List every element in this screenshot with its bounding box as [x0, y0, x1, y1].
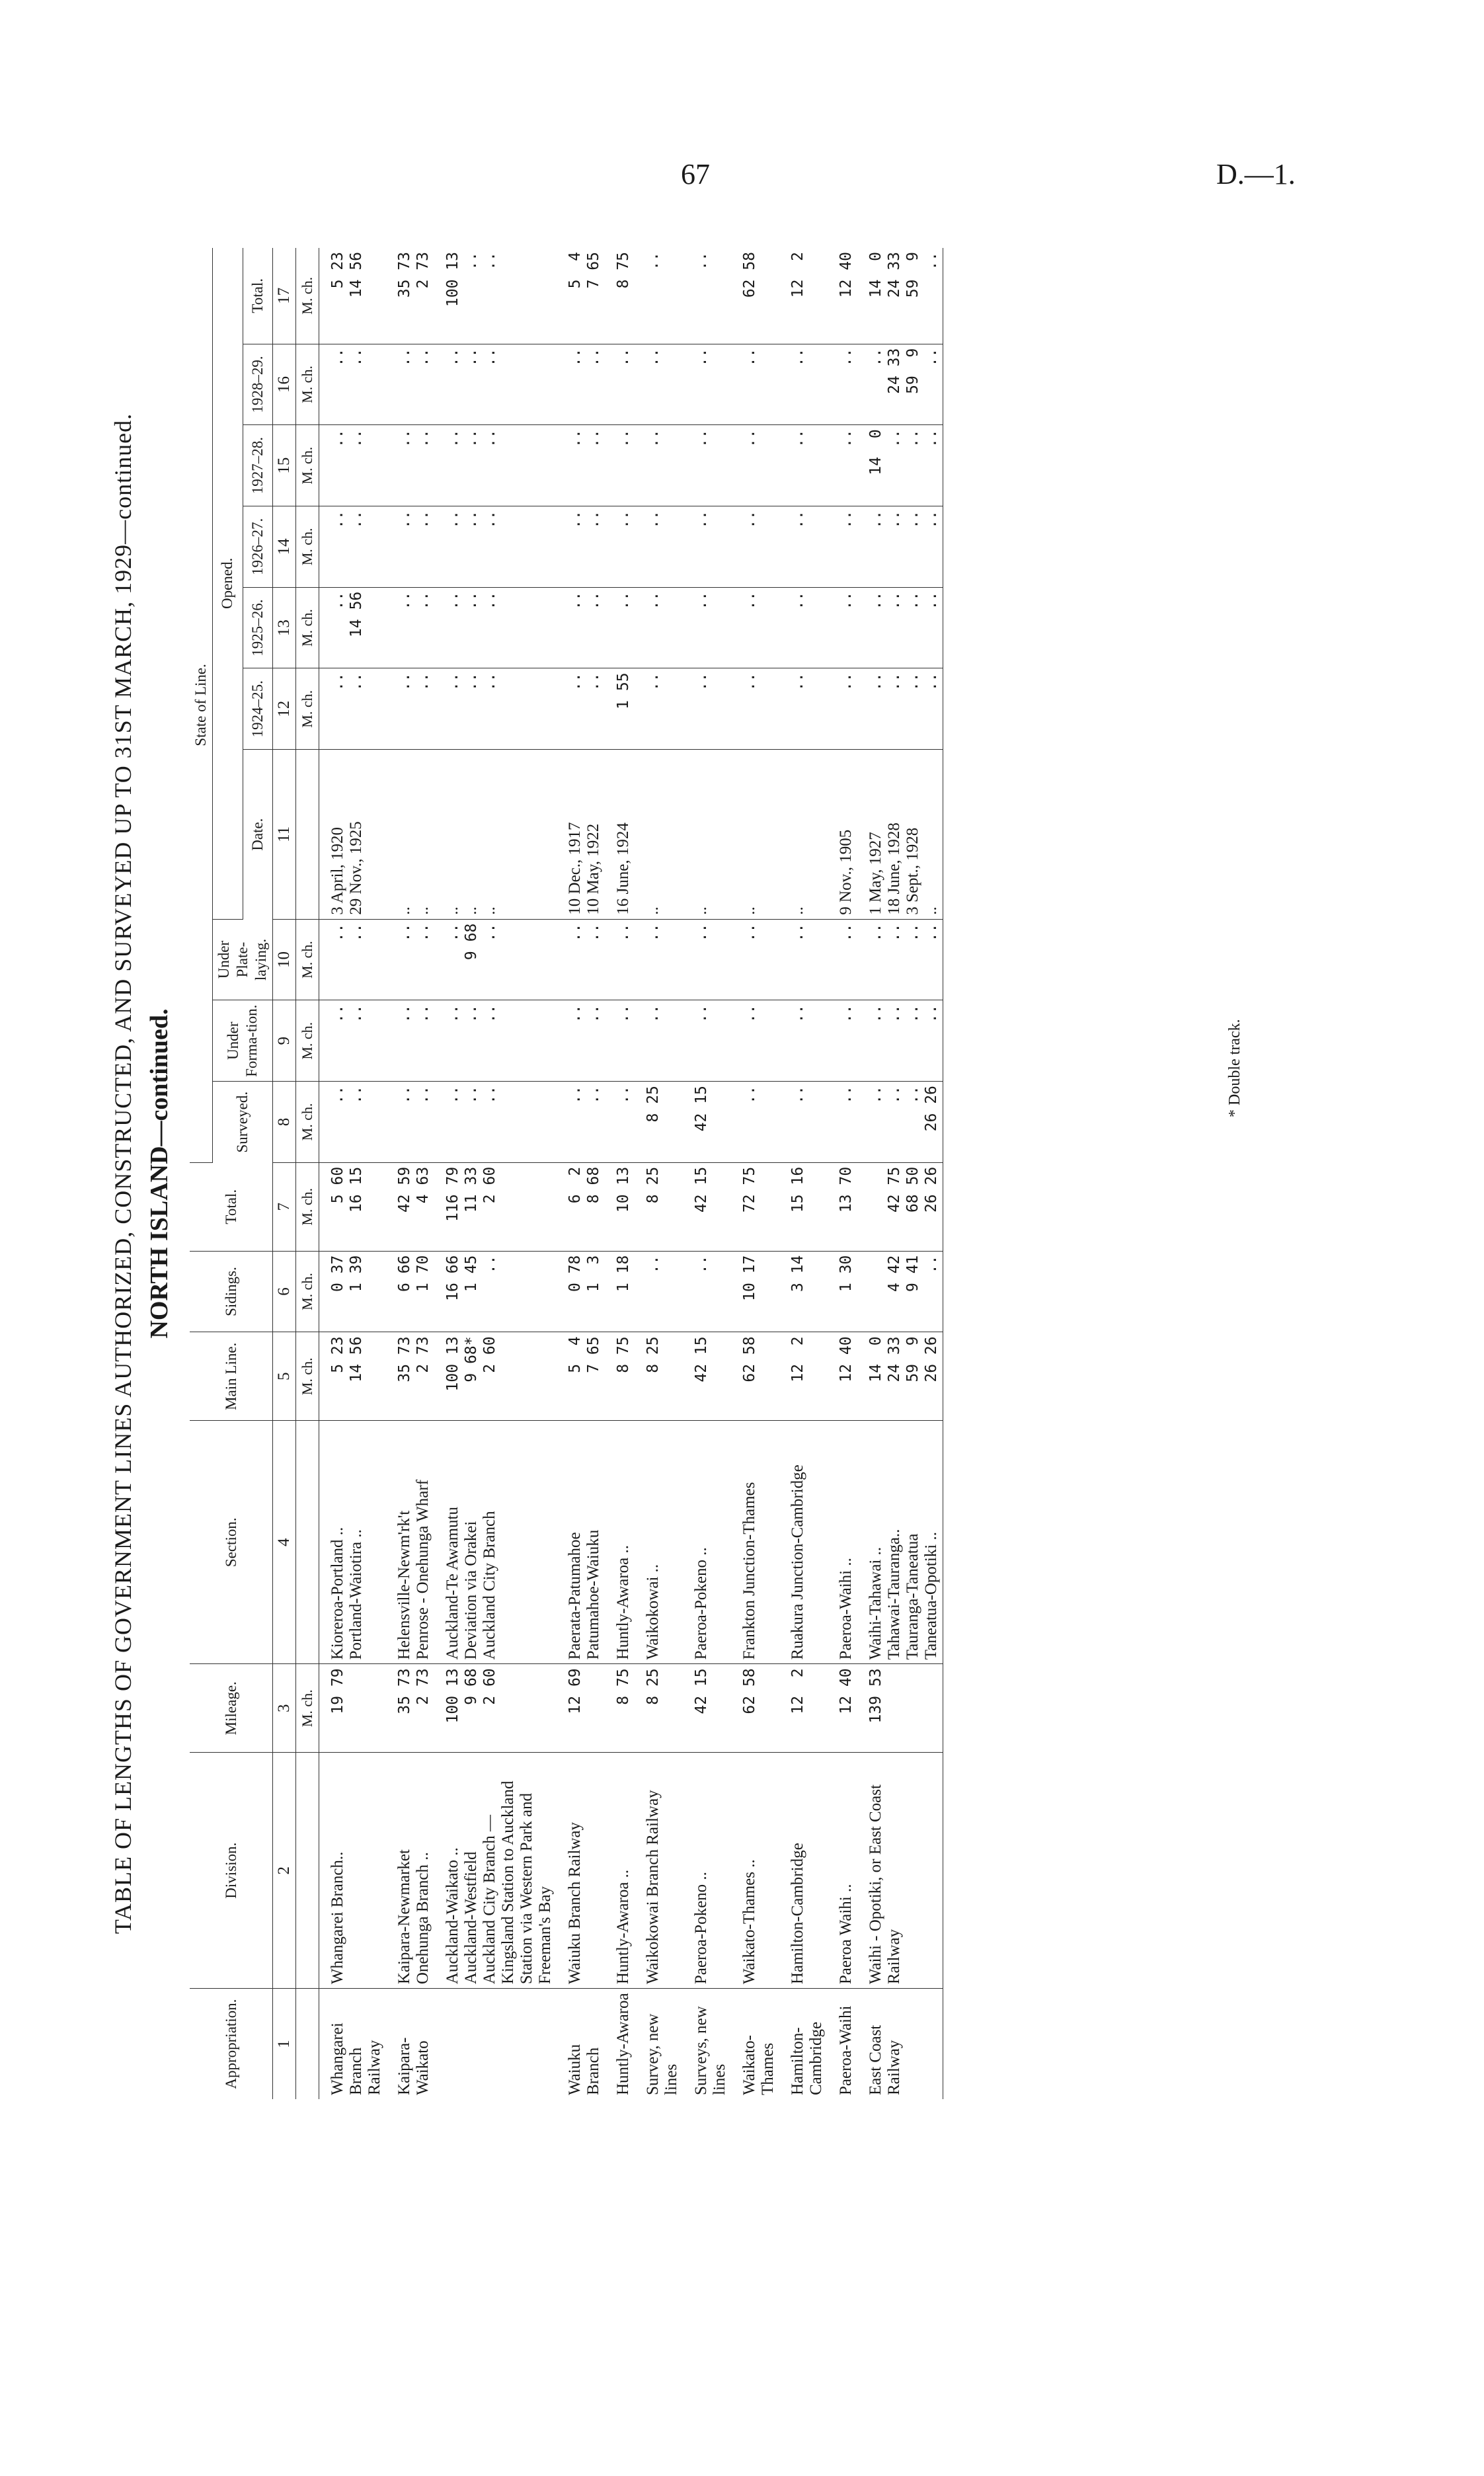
page-number: 67: [681, 158, 710, 190]
cell-y1928: ..: [635, 344, 683, 425]
cell-y1928: .. ..: [319, 344, 387, 425]
cell-sidings: 1 18: [605, 1251, 635, 1332]
cell-main: 8 25: [635, 1332, 683, 1421]
column-number: 16: [273, 344, 296, 425]
cell-date: ..: [731, 750, 779, 920]
table-row: [635, 248, 683, 2099]
cell-formation: ..: [605, 1000, 635, 1082]
cell-y1924: 1 55: [605, 668, 635, 750]
cell-y1925: ..: [779, 587, 828, 668]
col-mileage: Mileage.: [190, 1664, 273, 1753]
cell-y1927: ..: [605, 425, 635, 506]
cell-opened-total: 14 0 24 33 59 9 ..: [857, 248, 943, 344]
cell-y1927: 14 0 .. .. ..: [857, 425, 943, 506]
unit-blank: [296, 750, 319, 920]
cell-y1924: ..: [779, 668, 828, 750]
cell-y1928: ..: [779, 344, 828, 425]
column-number: 11: [273, 750, 296, 920]
cell-y1927: .. ..: [557, 425, 605, 506]
col-sidings: Sidings.: [190, 1251, 273, 1332]
cell-formation: ..: [635, 1000, 683, 1082]
cell-appropriation: Waiuku Branch: [566, 2044, 602, 2095]
table-row: [683, 248, 731, 2099]
cell-formation: .. .. .. ..: [857, 1000, 943, 1082]
cell-total: 5 60 16 15: [319, 1162, 387, 1251]
cell-total: 15 16: [779, 1162, 828, 1251]
table-title: TABLE OF LENGTHS OF GOVERNMENT LINES AUTHORIZED, CONSTRUCTED, AND SURVEYED UP TO 31ST MARCH, 1929—continued.: [110, 413, 136, 1935]
cell-sidings: ..: [683, 1251, 731, 1332]
cell-y1928: ..: [828, 344, 857, 425]
cell-platelaying: ..: [828, 919, 857, 1000]
column-number: 10: [273, 919, 296, 1000]
cell-y1928: ..: [683, 344, 731, 425]
col-under-platelaying: Under Plate-laying.: [213, 919, 273, 1000]
cell-opened-total: 8 75: [605, 248, 635, 344]
cell-y1926: ..: [828, 506, 857, 588]
cell-appropriation: Huntly-Awaroa: [614, 1993, 632, 2095]
document-reference: D.—1.: [1216, 158, 1296, 190]
cell-main: 12 2: [779, 1332, 828, 1421]
unit-label: M. ch.: [296, 506, 319, 588]
cell-date: .. .. ..: [434, 750, 557, 920]
unit-label: M. ch.: [296, 668, 319, 750]
cell-surveyed: .. .. .. 26 26: [857, 1082, 943, 1163]
cell-y1926: ..: [731, 506, 779, 588]
cell-mileage: 8 25: [635, 1664, 683, 1753]
cell-appropriation: Waikato-Thames: [740, 2034, 777, 2095]
cell-y1925: ..: [605, 587, 635, 668]
cell-section: Auckland-Te Awamutu Deviation via Orakei Auckland City Branch: [434, 1421, 557, 1664]
cell-division: Paeroa-Pokeno ..: [683, 1753, 731, 1989]
cell-total: 42 59 4 63: [386, 1162, 434, 1251]
cell-total: 42 15: [683, 1162, 731, 1251]
cell-main: 62 58: [731, 1332, 779, 1421]
cell-section: Helensville-Newm'rk't Penrose - Onehunga Wharf: [386, 1421, 434, 1664]
cell-section: Ruakura Junction-Cambridge: [779, 1421, 828, 1664]
cell-y1926: ..: [635, 506, 683, 588]
cell-opened-total: ..: [683, 248, 731, 344]
col-1928: 1928–29.: [243, 344, 273, 425]
column-number: 4: [273, 1421, 296, 1664]
col-section: Section.: [190, 1421, 273, 1664]
cell-main: 5 23 14 56: [319, 1332, 387, 1421]
unit-label: M. ch.: [296, 1162, 319, 1251]
cell-y1925: .. .. ..: [434, 587, 557, 668]
col-appropriation: Appropriation.: [190, 1989, 273, 2099]
cell-appropriation: Paeroa-Waihi: [837, 2005, 855, 2095]
cell-division: Kaipara-Newmarket Onehunga Branch ..: [386, 1753, 434, 1989]
cell-sidings: 16 66 1 45 ..: [434, 1251, 557, 1332]
cell-division: Waihi - Opotiki, or East Coast Railway: [857, 1753, 943, 1989]
table-row: [557, 248, 605, 2099]
cell-date: ..: [683, 750, 731, 920]
column-number: 2: [273, 1753, 296, 1989]
cell-surveyed: ..: [828, 1082, 857, 1163]
col-total: Total.: [190, 1162, 273, 1251]
cell-surveyed: 42 15: [683, 1082, 731, 1163]
cell-formation: .. ..: [386, 1000, 434, 1082]
table-row: [434, 248, 557, 2099]
column-number: 8: [273, 1082, 296, 1163]
cell-sidings: 10 17: [731, 1251, 779, 1332]
cell-y1926: .. ..: [386, 506, 434, 588]
cell-section: Frankton Junction-Thames: [731, 1421, 779, 1664]
cell-mileage: 62 58: [731, 1664, 779, 1753]
cell-surveyed: ..: [605, 1082, 635, 1163]
cell-platelaying: .. ..: [319, 919, 387, 1000]
cell-y1926: ..: [779, 506, 828, 588]
cell-surveyed: .. ..: [386, 1082, 434, 1163]
column-number: 6: [273, 1251, 296, 1332]
cell-y1924: ..: [635, 668, 683, 750]
unit-label: M. ch.: [296, 248, 319, 344]
cell-platelaying: ..: [635, 919, 683, 1000]
cell-total: 8 25: [635, 1162, 683, 1251]
cell-y1928: .. 24 33 59 9 ..: [857, 344, 943, 425]
cell-date: 16 June, 1924: [605, 750, 635, 920]
col-state-of-line: State of Line.: [190, 248, 213, 1162]
cell-surveyed: .. .. ..: [434, 1082, 557, 1163]
cell-y1928: .. ..: [557, 344, 605, 425]
cell-platelaying: ..: [779, 919, 828, 1000]
cell-y1924: ..: [828, 668, 857, 750]
cell-y1928: .. ..: [386, 344, 434, 425]
table-row: [605, 248, 635, 2099]
col-1924: 1924–25.: [243, 668, 273, 750]
cell-sidings: 4 42 9 41 ..: [857, 1251, 943, 1332]
cell-main: 14 0 24 33 59 9 26 26: [857, 1332, 943, 1421]
unit-label: M. ch.: [296, 1664, 319, 1753]
cell-main: 8 75: [605, 1332, 635, 1421]
cell-platelaying: ..: [683, 919, 731, 1000]
cell-section: Waihi-Tahawai .. Tahawai-Tauranga.. Tauranga-Taneatua Taneatua-Opotiki ..: [857, 1421, 943, 1664]
cell-date: 9 Nov., 1905: [828, 750, 857, 920]
cell-y1925: .. 14 56: [319, 587, 387, 668]
cell-formation: .. ..: [319, 1000, 387, 1082]
cell-appropriation: East Coast Railway: [857, 1989, 943, 2099]
cell-surveyed: .. ..: [557, 1082, 605, 1163]
table-subtitle: NORTH ISLAND—continued.: [145, 1008, 173, 1339]
unit-label: M. ch.: [296, 587, 319, 668]
cell-y1925: ..: [635, 587, 683, 668]
col-surveyed: Surveyed.: [213, 1082, 273, 1163]
unit-label: M. ch.: [296, 344, 319, 425]
cell-section: Kioreroa-Portland .. Portland-Waiotira ..: [319, 1421, 387, 1664]
cell-mileage: 12 2: [779, 1664, 828, 1753]
cell-sidings: 0 78 1 3: [557, 1251, 605, 1332]
cell-total: 6 2 8 68: [557, 1162, 605, 1251]
cell-platelaying: ..: [605, 919, 635, 1000]
table-row: [779, 248, 828, 2099]
cell-opened-total: 62 58: [731, 248, 779, 344]
cell-division: Hamilton-Cambridge: [779, 1753, 828, 1989]
unit-blank: [296, 1753, 319, 1989]
table-row: [386, 248, 434, 2099]
cell-opened-total: ..: [635, 248, 683, 344]
unit-label: M. ch.: [296, 1082, 319, 1163]
cell-surveyed: ..: [779, 1082, 828, 1163]
table-row: [319, 248, 387, 2099]
cell-section: Paeroa-Waihi ..: [828, 1421, 857, 1664]
cell-mileage: 12 69: [557, 1664, 605, 1753]
cell-y1924: .. ..: [557, 668, 605, 750]
cell-appropriation: Survey, new lines: [644, 2013, 680, 2095]
cell-date: 1 May, 1927 18 June, 1928 3 Sept., 1928 ..: [857, 750, 943, 920]
cell-sidings: 0 37 1 39: [319, 1251, 387, 1332]
column-number: 3: [273, 1664, 296, 1753]
cell-appropriation: Kaipara-Waikato: [395, 2037, 432, 2095]
cell-date: .. ..: [386, 750, 434, 920]
column-number: 7: [273, 1162, 296, 1251]
units-row: [296, 248, 319, 2099]
col-opened: Opened.: [213, 248, 243, 919]
cell-y1926: .. ..: [557, 506, 605, 588]
cell-y1924: .. ..: [386, 668, 434, 750]
cell-y1928: ..: [605, 344, 635, 425]
cell-main: 5 4 7 65: [557, 1332, 605, 1421]
cell-y1924: ..: [731, 668, 779, 750]
cell-y1927: ..: [779, 425, 828, 506]
cell-y1927: ..: [828, 425, 857, 506]
cell-main: 42 15: [683, 1332, 731, 1421]
unit-label: M. ch.: [296, 919, 319, 1000]
cell-section: Paerata-Patumahoe Patumahoe-Waiuku: [557, 1421, 605, 1664]
unit-label: M. ch.: [296, 1000, 319, 1082]
lines-table: [190, 248, 943, 2099]
cell-y1928: .. .. ..: [434, 344, 557, 425]
cell-date: ..: [779, 750, 828, 920]
column-number: 1: [273, 1989, 296, 2099]
cell-y1927: ..: [635, 425, 683, 506]
cell-division: Waikato-Thames ..: [731, 1753, 779, 1989]
cell-division: Waiuku Branch Railway: [557, 1753, 605, 1989]
cell-y1927: ..: [731, 425, 779, 506]
column-number: 5: [273, 1332, 296, 1421]
column-number: 17: [273, 248, 296, 344]
cell-total: 10 13: [605, 1162, 635, 1251]
cell-y1927: .. ..: [386, 425, 434, 506]
cell-mileage: 8 75: [605, 1664, 635, 1753]
table-row: [731, 248, 779, 2099]
cell-y1925: .. .. .. ..: [857, 587, 943, 668]
column-number: 13: [273, 587, 296, 668]
cell-platelaying: .. 9 68 ..: [434, 919, 557, 1000]
cell-platelaying: .. ..: [386, 919, 434, 1000]
cell-sidings: 3 14: [779, 1251, 828, 1332]
cell-y1926: .. ..: [319, 506, 387, 588]
cell-total: 42 75 68 50 26 26: [857, 1162, 943, 1251]
cell-y1924: ..: [683, 668, 731, 750]
cell-section: Paeroa-Pokeno ..: [683, 1421, 731, 1664]
col-under-formation: Under Forma-tion.: [213, 1000, 273, 1082]
col-1927: 1927–28.: [243, 425, 273, 506]
cell-division: Waikokowai Branch Railway: [635, 1753, 683, 1989]
cell-appropriation: Whangarei Branch Railway: [329, 2022, 383, 2095]
cell-mileage: 12 40: [828, 1664, 857, 1753]
cell-opened-total: 12 40: [828, 248, 857, 344]
cell-y1925: ..: [683, 587, 731, 668]
cell-date: ..: [635, 750, 683, 920]
cell-mileage: 42 15: [683, 1664, 731, 1753]
footnote: * Double track.: [1226, 1019, 1243, 1117]
col-division: Division.: [190, 1753, 273, 1989]
cell-date: 3 April, 1920 29 Nov., 1925: [319, 750, 387, 920]
cell-y1925: ..: [828, 587, 857, 668]
cell-y1924: .. ..: [319, 668, 387, 750]
cell-total: 72 75: [731, 1162, 779, 1251]
cell-section: Waikokowai ..: [635, 1421, 683, 1664]
rotated-table-block: [109, 248, 1299, 2099]
unit-blank: [296, 1421, 319, 1664]
cell-appropriation: Surveys, new lines: [692, 2006, 728, 2095]
cell-y1926: ..: [605, 506, 635, 588]
column-number: 9: [273, 1000, 296, 1082]
cell-division: Auckland-Waikato .. Auckland-Westfield Auckland City Branch —Kingsland Station to Auckland Station via Western Park and Freeman's Bay: [434, 1753, 557, 1989]
cell-total: 116 79 11 33 2 60: [434, 1162, 557, 1251]
cell-mileage: 19 79: [319, 1664, 387, 1753]
col-date: Date.: [243, 750, 273, 920]
cell-sidings: 6 66 1 70: [386, 1251, 434, 1332]
cell-y1927: .. .. ..: [434, 425, 557, 506]
cell-platelaying: .. ..: [557, 919, 605, 1000]
col-1925: 1925–26.: [243, 587, 273, 668]
cell-main: 12 40: [828, 1332, 857, 1421]
cell-y1925: .. ..: [386, 587, 434, 668]
cell-main: 35 73 2 73: [386, 1332, 434, 1421]
cell-y1925: .. ..: [557, 587, 605, 668]
cell-formation: ..: [828, 1000, 857, 1082]
cell-formation: ..: [731, 1000, 779, 1082]
col-1926: 1926–27.: [243, 506, 273, 588]
table-body: [319, 248, 943, 2099]
column-number: 15: [273, 425, 296, 506]
col-main-line: Main Line.: [190, 1332, 273, 1421]
cell-opened-total: 12 2: [779, 248, 828, 344]
cell-sidings: 1 30: [828, 1251, 857, 1332]
cell-formation: ..: [779, 1000, 828, 1082]
column-number: 14: [273, 506, 296, 588]
cell-y1927: ..: [683, 425, 731, 506]
cell-surveyed: ..: [731, 1082, 779, 1163]
table-row: [857, 248, 943, 2099]
cell-formation: .. ..: [557, 1000, 605, 1082]
cell-date: 10 Dec., 1917 10 May, 1922: [557, 750, 605, 920]
cell-total: 13 70: [828, 1162, 857, 1251]
cell-division: Paeroa Waihi ..: [828, 1753, 857, 1989]
cell-appropriation: [434, 1989, 557, 2099]
unit-blank: [296, 1989, 319, 2099]
cell-opened-total: 35 73 2 73: [386, 248, 434, 344]
cell-platelaying: ..: [731, 919, 779, 1000]
cell-opened-total: 5 4 7 65: [557, 248, 605, 344]
col-total-opened: Total.: [243, 248, 273, 344]
column-number-row: [273, 248, 296, 2099]
column-number: 12: [273, 668, 296, 750]
unit-label: M. ch.: [296, 425, 319, 506]
cell-main: 100 13 9 68* 2 60: [434, 1332, 557, 1421]
cell-opened-total: 100 13 .. ..: [434, 248, 557, 344]
cell-mileage: 35 73 2 73: [386, 1664, 434, 1753]
cell-y1928: ..: [731, 344, 779, 425]
cell-section: Huntly-Awaroa ..: [605, 1421, 635, 1664]
cell-y1924: .. .. .. ..: [857, 668, 943, 750]
cell-formation: .. .. ..: [434, 1000, 557, 1082]
cell-y1924: .. .. ..: [434, 668, 557, 750]
cell-sidings: ..: [635, 1251, 683, 1332]
cell-y1926: ..: [683, 506, 731, 588]
cell-mileage: 100 13 9 68 2 60: [434, 1664, 557, 1753]
unit-label: M. ch.: [296, 1332, 319, 1421]
cell-division: Whangarei Branch..: [319, 1753, 387, 1989]
cell-opened-total: 5 23 14 56: [319, 248, 387, 344]
cell-surveyed: 8 25: [635, 1082, 683, 1163]
cell-y1926: .. .. ..: [434, 506, 557, 588]
cell-division: Huntly-Awaroa ..: [605, 1753, 635, 1989]
cell-surveyed: .. ..: [319, 1082, 387, 1163]
table-row: [828, 248, 857, 2099]
cell-y1925: ..: [731, 587, 779, 668]
cell-y1926: .. .. .. ..: [857, 506, 943, 588]
cell-formation: ..: [683, 1000, 731, 1082]
cell-mileage: 139 53: [857, 1664, 943, 1753]
unit-label: M. ch.: [296, 1251, 319, 1332]
cell-appropriation: Hamilton-Cambridge: [789, 2021, 825, 2095]
cell-y1927: .. ..: [319, 425, 387, 506]
cell-platelaying: .. .. .. ..: [857, 919, 943, 1000]
